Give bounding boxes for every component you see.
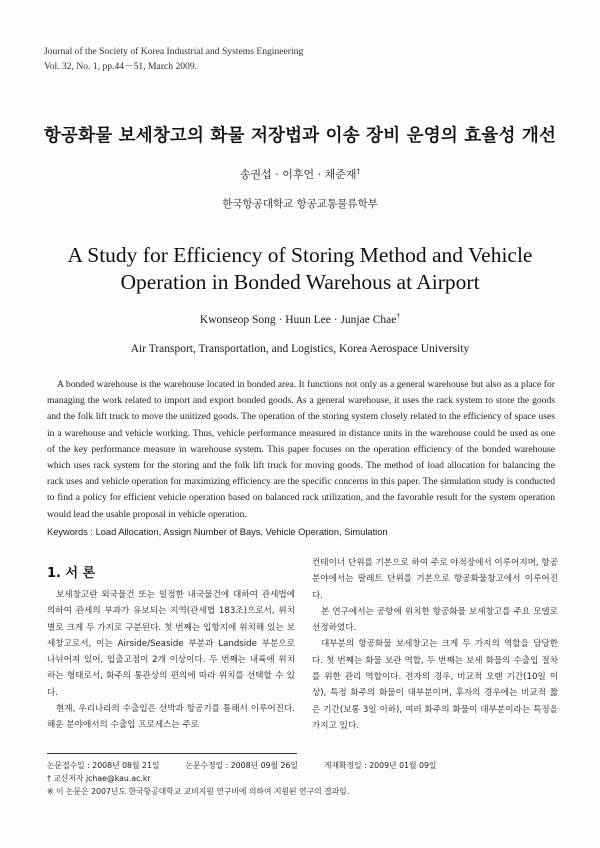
english-affiliation: Air Transport, Transportation, and Logistics, Korea Aerospace University <box>130 343 470 355</box>
english-title <box>0 242 600 296</box>
korean-title: 항공화물 보세창고의 화물 저장법과 이송 장비 운영의 효율성 개선 <box>43 126 557 146</box>
korean-authors <box>0 166 600 182</box>
body-paragraph: 현재, 우리나라의 수출입은 선박과 항공기를 통해서 이루어진다. 해운 분야에서의 수출입 프로세스는 주로 <box>47 704 295 731</box>
keywords-text: : Load Allocation, Assign Number of Bays, Vehicle Operation, Simulation <box>87 527 388 537</box>
body-paragraph: 보세창고란 외국물건 또는 일정한 내국물건에 대하여 관세법에 의하여 관세의 부과가 유보되는 지역(관세법 183조)으로서, 위치별로 크게 두 가지로 구분된다. 첫 번째는 입항지에 위치해 있는 보세창고로서, 이는 Airside/Seaside 부분과 Landside 부분으로 나뉘어져 있어, 입출고점이 2개 이상이다. 두 번째는 내륙에 위치하는 형태로서, 화주의 통관상의 편의에 따라 위치를 선택할 수 있다. <box>47 590 295 698</box>
english-title-line2: Operation in Bonded Warehous at Airport <box>120 270 480 294</box>
footnote-dates <box>47 759 567 772</box>
body-paragraph: 대부분의 항공화물 보세창고는 크게 두 가지의 역할을 담당한다. 첫 번째는 화물 보관 역할, 두 번째는 보세 화물의 수출입 절차를 위한 관리 역할이다. 전자의 경우, 비교적 오랜 기간(10일 이상), 특정 화주의 화물이 대부분이며, 후자의 경우에는 비교적 짧은 기간(보통 3일 이하), 여러 화주의 화물이 대부분이라는 특징을 가지고 있다. <box>312 639 558 731</box>
body-paragraph: 본 연구에서는 공항에 위치한 항공화물 보세창고를 주요 모델로 선정하였다. <box>312 606 558 634</box>
journal-name: Journal of the Society of Korea Industrial and Systems Engineering <box>44 46 304 57</box>
body-column-left <box>47 587 295 734</box>
english-author-names: Kwonseop Song · Huun Lee · Junjae Chae <box>199 314 397 326</box>
abstract: A bonded warehouse is the warehouse located in bonded area. It functions not only as a general warehouse but also as a place for managing the work related to import and export bonded goods. As a general warehouse, it uses the rack system to store the goods and the folk lift truck to move the unitized goods. The operation of the storing system closely related to the efficiency of space uses in a warehouse and vehicle working. Thus, vehicle performance measured in distance units in the warehouse could be used as one of the key performance measure in warehouse system. This paper focuses on the operation efficiency of the bonded warehouse which uses rack system for the storing and the folk lift truck for moving goods. The method of load allocation for balancing the rack uses and vehicle operation for maximizing efficiency are the specific concerns in this paper. The simulation study is conducted to find a policy for efficient vehicle operation based on balanced rack utilization, and the favorable result for the system operation would lead the usable proposal in vehicle operation. <box>47 379 555 520</box>
english-authors <box>0 311 600 326</box>
section-heading-introduction: 1. 서 론 <box>47 566 96 581</box>
footnotes <box>47 759 567 799</box>
journal-issue: Vol. 32, No. 1, pp.44－51, March 2009. <box>44 61 198 72</box>
journal-header <box>44 44 303 74</box>
accepted-date: 게재확정일 : 2009년 01월 09일 <box>323 761 437 770</box>
keywords-label: Keywords <box>47 527 88 537</box>
revised-date: 논문수정일 : 2008년 09월 26일 <box>185 761 298 770</box>
english-title-line1: A Study for Efficiency of Storing Method and Vehicle <box>67 243 533 267</box>
corresponding-mark-en: † <box>396 311 401 321</box>
korean-affiliation: 한국항공대학교 항공교통물류학부 <box>222 198 378 210</box>
corresponding-mark-kr: † <box>356 166 361 176</box>
footnote-divider <box>47 753 297 754</box>
body-paragraph: 컨테이너 단위를 기본으로 하여 주로 야적장에서 이루어지며, 항공 분야에서는 팔레트 단위를 기본으로 항공화물창고에서 이루어진다. <box>312 558 558 601</box>
funding-note: ※ 이 논문은 2007년도 한국항공대학교 교비지원 연구비에 의하여 지원된 연구의 결과임. <box>47 787 350 797</box>
received-date: 논문접수일 : 2008년 08월 21일 <box>47 761 160 770</box>
body-column-right <box>312 555 558 734</box>
keywords <box>47 527 555 537</box>
korean-author-names: 송권섭 · 이후언 · 채준재 <box>239 168 357 181</box>
corresponding-author-email: † 교신저자 jchae@kau.ac.kr <box>47 774 151 784</box>
